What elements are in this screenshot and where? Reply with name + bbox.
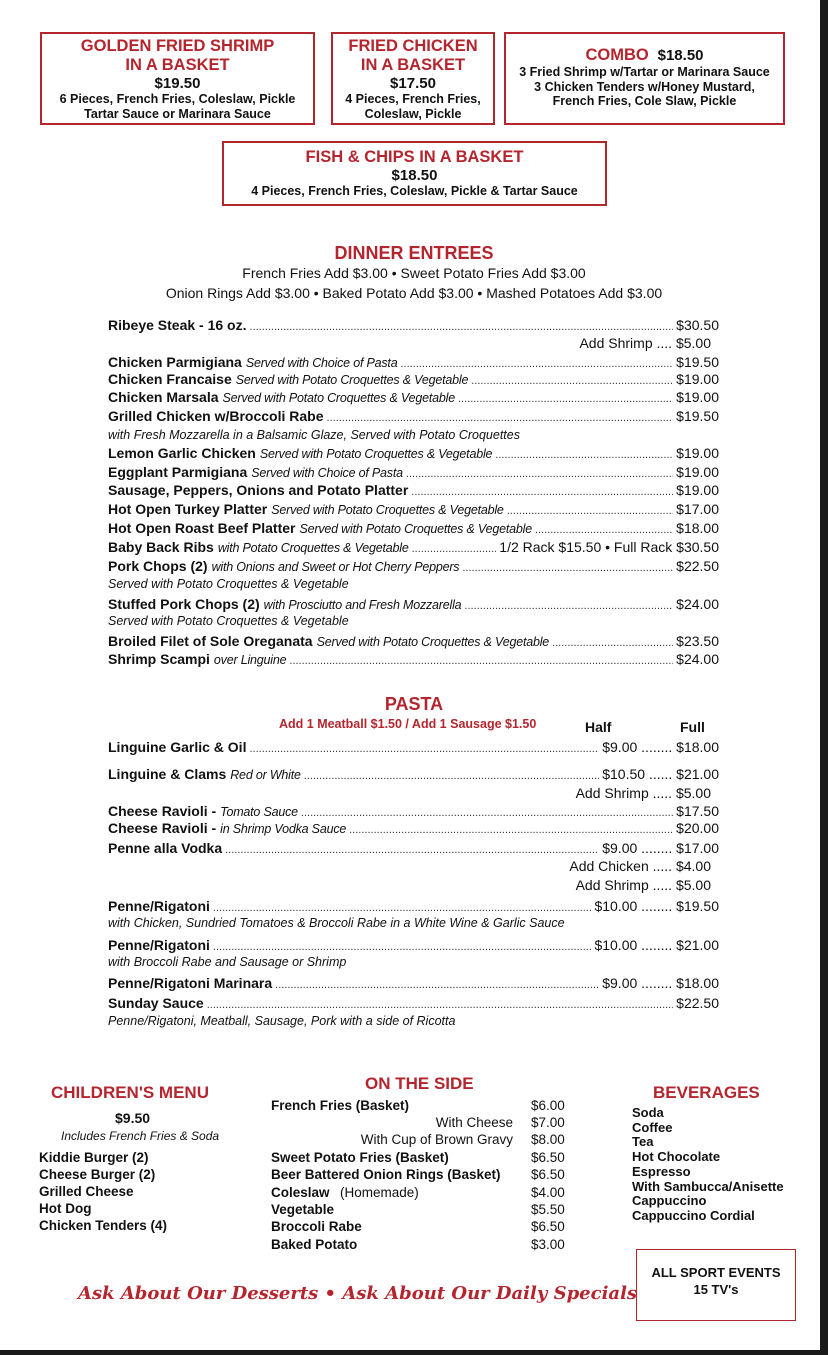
side-title: ON THE SIDE (365, 1074, 474, 1093)
sport-events-box (636, 1249, 796, 1321)
combo-desc-2: 3 Chicken Tenders w/Honey Mustard, (534, 79, 755, 94)
dot-leader (412, 543, 497, 555)
item-description: Served with Potato Croquettes & Vegetable (259, 447, 493, 461)
item-price: $19.50 (676, 408, 719, 424)
item-price: $19.50 (676, 354, 719, 370)
dot-leader (250, 321, 674, 333)
item-name: Sunday Sauce (108, 995, 204, 1011)
side-item-price: $4.00 (531, 1185, 565, 1200)
beverage-item: Espresso (632, 1163, 691, 1179)
fish-title: FISH & CHIPS IN A BASKET (305, 148, 524, 166)
dot-leader (464, 600, 673, 612)
shrimp-desc-1: 6 Pieces, French Fries, Coleslaw, Pickle (59, 92, 296, 107)
item-price: $30.50 (676, 317, 719, 333)
pasta-full-header: Full (680, 719, 705, 735)
beverage-item: Tea (632, 1134, 654, 1150)
dot-leader (301, 807, 673, 819)
item-price: $17.50 (676, 803, 719, 819)
sport-events-line-1: ALL SPORT EVENTS (651, 1265, 781, 1280)
item-price: $9.00 ........ $17.00 (602, 840, 719, 856)
side-item-name: Beer Battered Onion Rings (Basket) (271, 1167, 501, 1182)
item-name: Pork Chops (2) (108, 558, 208, 574)
clams-add-shrimp: Add Shrimp ..... $5.00 (575, 785, 711, 801)
item-name: Baby Back Ribs (108, 539, 214, 555)
menu-item-row (108, 975, 719, 994)
dot-leader (471, 375, 673, 387)
side-item-name: Sweet Potato Fries (Basket) (271, 1150, 449, 1165)
children-note: Includes French Fries & Soda (61, 1129, 220, 1143)
item-name: Chicken Francaise (108, 371, 232, 387)
menu-item-row (108, 482, 719, 501)
pasta-half-header: Half (585, 719, 612, 735)
item-description: with Prosciutto and Fresh Mozzarella (263, 598, 462, 612)
dot-leader (458, 393, 673, 405)
stuffed-pork-note: Served with Potato Croquettes & Vegetable (108, 614, 349, 628)
item-description: Served with Potato Croquettes & Vegetable (271, 503, 504, 517)
chicken-price: $17.50 (390, 74, 436, 92)
shrimp-desc-2: Tartar Sauce or Marinara Sauce (84, 106, 271, 121)
chicken-title-2: IN A BASKET (360, 55, 466, 74)
item-name: Eggplant Parmigiana (108, 464, 248, 480)
dinner-title: DINNER ENTREES (334, 243, 494, 263)
menu-item-row (108, 371, 719, 390)
menu-item-row (108, 820, 719, 839)
children-item: Hot Dog (39, 1201, 92, 1216)
side-item-price: $7.00 (531, 1115, 565, 1130)
dinner-sub-2: Onion Rings Add $3.00 • Baked Potato Add $3.00 • Mashed Potatoes Add $3.00 (165, 285, 663, 301)
item-price: $20.00 (676, 820, 719, 836)
item-name: Penne/Rigatoni (108, 937, 210, 953)
chicken-desc-1: 4 Pieces, French Fries, (345, 92, 481, 107)
item-description: with Potato Croquettes & Vegetable (217, 541, 409, 555)
item-price: $19.00 (676, 371, 719, 387)
side-item-name: With Cup of Brown Gravy (360, 1132, 513, 1147)
item-description: Served with Potato Croquettes & Vegetable (299, 522, 532, 536)
menu-item-row (108, 501, 719, 520)
beverages-title: BEVERAGES (653, 1083, 760, 1102)
fish-desc: 4 Pieces, French Fries, Coleslaw, Pickle & Tartar Sauce (251, 184, 578, 199)
penne-1-note: with Chicken, Sundried Tomatoes & Broccoli Rabe in a White Wine & Garlic Sauce (108, 916, 565, 930)
side-item-name: Vegetable (271, 1202, 335, 1217)
dot-leader (406, 468, 673, 480)
item-price: $19.00 (676, 445, 719, 461)
sport-events-line-2: 15 TV's (693, 1281, 739, 1297)
item-description: with Onions and Sweet or Hot Cherry Peppers (211, 560, 460, 574)
pasta-addon: Add 1 Meatball $1.50 / Add 1 Sausage $1.50 (279, 717, 537, 731)
item-price: $19.00 (676, 464, 719, 480)
dot-leader (249, 743, 599, 755)
side-item-name: Baked Potato (271, 1237, 358, 1252)
item-name: Linguine & Clams (108, 766, 227, 782)
item-name: Penne/Rigatoni (108, 898, 210, 914)
item-description: over Linguine (213, 653, 287, 667)
children-item: Cheese Burger (2) (39, 1167, 156, 1182)
item-name: Cheese Ravioli - (108, 820, 217, 836)
item-description: Red or White (230, 768, 301, 782)
vodka-add-chicken: Add Chicken ..... $4.00 (569, 858, 711, 874)
side-item-price: $6.00 (531, 1098, 565, 1113)
shrimp-basket-box (40, 32, 315, 125)
item-description: in Shrimp Vodka Sauce (220, 822, 347, 836)
item-name: Chicken Parmigiana (108, 354, 242, 370)
dot-leader (225, 844, 599, 856)
item-name: Grilled Chicken w/Broccoli Rabe (108, 408, 324, 424)
dot-leader (552, 637, 673, 649)
fish-chips-box (222, 141, 607, 206)
menu-item-row (108, 558, 719, 577)
ask-about-specials: Ask About Our Desserts • Ask About Our Daily Specials (78, 1283, 638, 1304)
item-description: Served with Potato Croquettes & Vegetable (235, 373, 469, 387)
menu-item-row (108, 840, 719, 859)
item-description: Tomato Sauce (220, 805, 298, 819)
children-item: Kiddie Burger (2) (39, 1150, 149, 1165)
children-title: CHILDREN'S MENU (51, 1083, 209, 1102)
item-price: $19.00 (676, 389, 719, 405)
menu-item-row (108, 937, 719, 956)
item-name: Penne/Rigatoni Marinara (108, 975, 273, 991)
item-price: $22.50 (676, 995, 719, 1011)
item-price: $17.00 (676, 501, 719, 517)
dot-leader (411, 486, 673, 498)
dot-leader (349, 824, 673, 836)
menu-item-row (108, 651, 719, 670)
item-name: Penne alla Vodka (108, 840, 223, 856)
item-name: Chicken Marsala (108, 389, 219, 405)
menu-item-row (108, 596, 719, 615)
item-name: Hot Open Turkey Platter (108, 501, 268, 517)
item-price: $24.00 (676, 596, 719, 612)
ribeye-add-shrimp: Add Shrimp .... $5.00 (579, 335, 711, 351)
grilled-chicken-note: with Fresh Mozzarella in a Balsamic Glaze, Served with Potato Croquettes (108, 428, 520, 442)
item-price: $9.00 ........ $18.00 (602, 975, 719, 991)
item-name: Hot Open Roast Beef Platter (108, 520, 296, 536)
dot-leader (507, 505, 673, 517)
coleslaw-homemade-note: (Homemade) (340, 1185, 419, 1200)
item-price: $19.00 (676, 482, 719, 498)
shrimp-title-1: GOLDEN FRIED SHRIMP (80, 37, 275, 55)
side-item-name: French Fries (Basket) (271, 1098, 410, 1113)
combo-desc-3: French Fries, Cole Slaw, Pickle (552, 94, 737, 109)
item-price: $10.00 ........ $21.00 (594, 937, 719, 953)
menu-item-row (108, 995, 719, 1014)
item-name: Ribeye Steak - 16 oz. (108, 317, 247, 333)
item-name: Broiled Filet of Sole Oreganata (108, 633, 313, 649)
pasta-title: PASTA (384, 694, 444, 714)
sunday-note: Penne/Rigatoni, Meatball, Sausage, Pork with a side of Ricotta (108, 1014, 456, 1028)
chicken-title-1: FRIED CHICKEN (348, 37, 478, 55)
menu-item-row (108, 898, 719, 917)
dot-leader (275, 979, 599, 991)
side-item-name: With Cheese (435, 1115, 513, 1130)
item-name: Sausage, Peppers, Onions and Potato Platter (108, 482, 409, 498)
side-item-price: $8.00 (531, 1132, 565, 1147)
dot-leader (213, 941, 592, 953)
pork-chops-note: Served with Potato Croquettes & Vegetable (108, 577, 349, 591)
side-item-price: $6.50 (531, 1150, 565, 1165)
beverage-item: Cappuccino Cordial (632, 1207, 755, 1223)
menu-item-row (108, 317, 719, 336)
beverage-item: Hot Chocolate (632, 1149, 721, 1165)
shrimp-price: $19.50 (154, 74, 201, 92)
dot-leader (304, 770, 599, 782)
item-name: Lemon Garlic Chicken (108, 445, 256, 461)
children-price: $9.50 (115, 1110, 151, 1126)
dot-leader (462, 562, 673, 574)
item-price: $22.50 (676, 558, 719, 574)
side-item-name: Coleslaw (271, 1185, 330, 1200)
item-name: Cheese Ravioli - (108, 803, 217, 819)
menu-item-row (108, 445, 719, 464)
item-price: $23.50 (676, 633, 719, 649)
children-item: Grilled Cheese (39, 1184, 134, 1199)
menu-item-row (108, 739, 719, 758)
dot-leader (289, 655, 673, 667)
item-price: $10.00 ........ $19.50 (594, 898, 719, 914)
combo-price: $18.50 (657, 47, 704, 64)
vodka-add-shrimp: Add Shrimp ..... $5.00 (575, 877, 711, 893)
dot-leader (327, 412, 674, 424)
item-price: $9.00 ........ $18.00 (602, 739, 719, 755)
side-item-price: $5.50 (531, 1202, 565, 1217)
menu-item-row (108, 539, 719, 558)
beverage-item: With Sambucca/Anisette (632, 1178, 784, 1194)
item-description: Served with Potato Croquettes & Vegetable (222, 391, 455, 405)
item-name: Linguine Garlic & Oil (108, 739, 247, 755)
menu-item-row (108, 520, 719, 539)
beverage-item: Cappuccino (632, 1193, 707, 1209)
dot-leader (400, 358, 673, 370)
item-price: 1/2 Rack $15.50 • Full Rack $30.50 (499, 539, 719, 555)
item-description: Served with Choice of Pasta (251, 466, 403, 480)
chicken-desc-2: Coleslaw, Pickle (364, 106, 462, 121)
menu-item-row (108, 408, 719, 427)
side-item-price: $3.00 (531, 1237, 565, 1252)
penne-2-note: with Broccoli Rabe and Sausage or Shrimp (108, 955, 347, 969)
side-item-price: $6.50 (531, 1167, 565, 1182)
menu-item-row (108, 633, 719, 652)
combo-title: COMBO (585, 46, 649, 64)
item-name: Shrimp Scampi (108, 651, 210, 667)
dinner-sub-1: French Fries Add $3.00 • Sweet Potato Fries Add $3.00 (242, 265, 586, 281)
beverage-item: Soda (632, 1105, 664, 1120)
item-price: $24.00 (676, 651, 719, 667)
chicken-basket-box (331, 32, 495, 125)
menu-item-row (108, 766, 719, 785)
dot-leader (207, 999, 673, 1011)
item-name: Stuffed Pork Chops (2) (108, 596, 260, 612)
item-description: Served with Choice of Pasta (245, 356, 398, 370)
menu-item-row (108, 389, 719, 408)
combo-desc-1: 3 Fried Shrimp w/Tartar or Marinara Sauce (519, 65, 770, 80)
dot-leader (535, 524, 673, 536)
side-item-price: $6.50 (531, 1219, 565, 1234)
shrimp-title-2: IN A BASKET (125, 55, 230, 74)
item-description: Served with Potato Croquettes & Vegetable (316, 635, 550, 649)
fish-price: $18.50 (391, 166, 438, 184)
dot-leader (213, 902, 592, 914)
combo-box (504, 32, 785, 125)
side-item-name: Broccoli Rabe (271, 1219, 362, 1234)
menu-item-row (108, 464, 719, 483)
item-price: $18.00 (676, 520, 719, 536)
beverage-item: Coffee (632, 1119, 673, 1135)
children-item: Chicken Tenders (4) (39, 1218, 168, 1233)
dot-leader (495, 449, 673, 461)
item-price: $10.50 ...... $21.00 (602, 766, 719, 782)
